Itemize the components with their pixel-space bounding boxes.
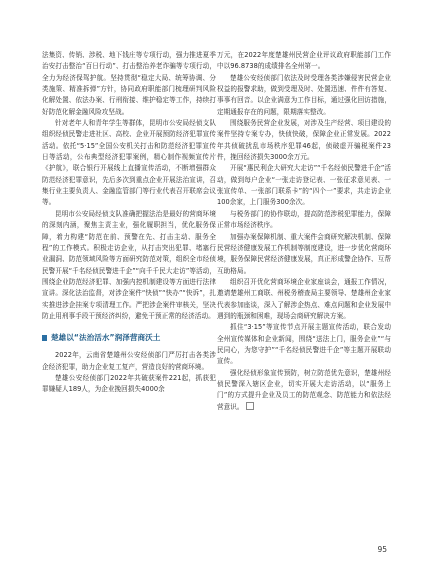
- left-column: [42, 50, 216, 396]
- paragraph: 抓住“3·15”等宣传节点开展主题宣传活动，联合发动全州宣传媒体和企业新闻，围绕“送法上门，服务企业”“与民同心，为您守护”“千名经侦民警进千企”等主题开展联动宣传。: [217, 323, 391, 366]
- heading-marker-icon: [42, 335, 47, 341]
- paragraph: 法集资、传销、涉税、地下钱庄等专项行动，强力推进夏季治安打击整治“百日行动”、打击整治养老诈骗等专项行动，全力为经济保驾护航。坚持贯彻“稳定大局、统筹协调、分类施策、精准拆弹”方针，协同政府职能部门梳理研判风险化解处置、依法办案、行刑衔接、维护稳定等工作，持续打好防范化解金融风险攻坚战。: [42, 51, 216, 116]
- page-number: 95: [377, 545, 387, 554]
- section-heading-text: 楚雄以“法治活水”润泽营商沃土: [51, 333, 161, 343]
- article-end-icon: [246, 402, 254, 410]
- paragraph: 昆明市公安局经侦支队准确把握法治是最好的营商环境的深刻内涵，聚焦主责主业，强化履职担当，优化服务保障，着力构建“防范在前、预警在先、打击主动、服务全程”的工作模式。积极走访企业，从打击突出犯罪、堵塞行业漏洞、防范领域风险等方面研究防范对策，组织全市经侦民警开展“千名经侦民警进千企”“向千千民大走访”等活动，围绕企业防范经济犯罪、加强内控机制建设等方面进行法律宣讲。深化法治监督，对涉企案件“快侦”“快办”“快诉”，扎实推进涉企挂案专项清理工作。严把涉企案件审核关，坚决防止用刑事手段干预经济纠纷，避免干预正常的经济活动。: [42, 209, 216, 320]
- paragraph: 针对老年人和青年学生等群体，昆明市公安局经侦支队组织经侦民警走进社区、高校、企业开展预防经济犯罪宣传活动。依托“5·15”全国公安机关打击和防范经济犯罪宣传日等活动，公布典型经济犯罪案例，精心制作视频宣传片《护航》，联合银行开展线上直播宣传活动，不断增强群众防范经济犯罪意识，先后多次到重点企业开展法治宣讲，召集行业主要负责人、金融监管部门等行业代表召开联席会议等。: [42, 119, 216, 207]
- paragraph: 加强办案保障机制、重大案件会商研究解决机制、保障民营经济健康发展工作机制等制度建设，进一步优化营商环境，服务保障民营经济健康发展，真正形成警企协作、互帮互助格局。: [217, 232, 391, 275]
- paragraph: 与税务部门的协作联动，提高防范涉税犯罪能力，保障正常市场经济秩序。: [217, 209, 391, 230]
- paragraph: 组织召开优化营商环境企业家座谈会，通报工作情况，邀请楚雄州工商联、州税务稽查局主要领导、楚雄州企业家代表参加座谈，深入了解涉企热点、难点问题和企业发展中遇到的瓶颈和困难，现场会商研究解决方案。: [217, 277, 391, 320]
- paragraph: 围绕服务民营企业发展，对涉及生产经营、项目建设的案件坚持专案专办，快侦快破，保障企业正常发展。2022年共侦破扰乱市场秩序犯罪46起，侦破虚开骗税案件23件，挽回经济损失3000余万元。: [217, 119, 391, 162]
- paragraph: 2022年，云南省楚雄州公安经侦部门严厉打击各类涉企经济犯罪，助力企业复工复产，营造良好的营商环境。: [42, 351, 216, 371]
- paragraph: 楚雄公安经侦部门依法及时受理各类涉嫌侵害民营企业权益的报警求助，做到受理及时、处置迅速、件件有答复、事事有回音。以企业满意为工作目标，通过强化回访措施，定期通报存在的问题，限期落实整改。: [217, 73, 391, 116]
- paragraph-last: [217, 368, 391, 413]
- right-column: [217, 50, 391, 413]
- section-heading: [42, 332, 216, 344]
- paragraph-text: 强化经侦形象宣传预防，树立防范优先意识，楚雄州经侦民警深入辖区企业，切实开展大走访活动，以“服务上门”的方式提升企业及员工的防范观念、防范能力和依法经营意识。: [217, 368, 391, 411]
- paragraph: 楚雄公安经侦部门2022年共破获案件221起，抓获犯罪嫌疑人189人，为企业挽回损失4000余: [42, 373, 216, 394]
- paragraph: 开展“惠民利企大研究大走访”“千名经侦民警进千企”活动，做到每户企业“一张走访登记表、一张征求意见表、一张宣传单、一张部门联系卡”的“四个一”要求，共走访企业100余家，上门服务300余次。: [217, 164, 391, 207]
- paragraph: 万元，在2022年度楚雄州民营企业评议政府职能部门工作中以96.8738的成绩排名全州第一。: [217, 51, 391, 71]
